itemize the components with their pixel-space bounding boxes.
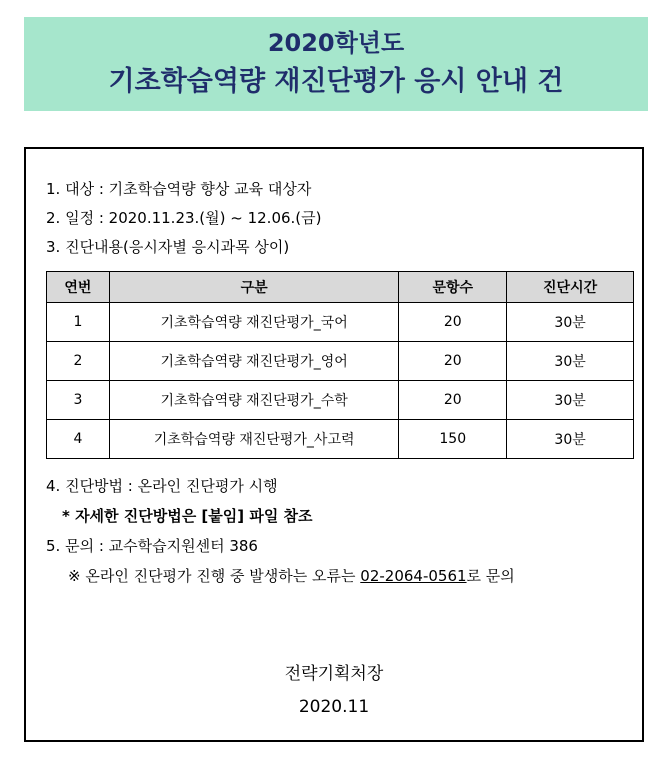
item-content: 3. 진단내용(응시자별 응시과목 상이) bbox=[46, 238, 290, 256]
cell-question-count: 20 bbox=[399, 303, 507, 342]
header-duration: 진단시간 bbox=[507, 272, 634, 303]
issue-date: 2020.11 bbox=[298, 697, 370, 717]
notice-box bbox=[24, 147, 644, 742]
diagnosis-table bbox=[46, 271, 634, 459]
issuer-department: 전략기획처장 bbox=[284, 664, 384, 684]
table-row bbox=[47, 303, 634, 342]
item-target: 1. 대상 : 기초학습역량 향상 교육 대상자 bbox=[46, 180, 312, 198]
year-heading: 2020학년도 bbox=[267, 29, 405, 57]
cell-no: 4 bbox=[47, 420, 110, 459]
document-title: 기초학습역량 재진단평가 응시 안내 건 bbox=[108, 66, 564, 97]
item-contact-note bbox=[68, 565, 515, 586]
cell-duration: 30분 bbox=[507, 420, 634, 459]
table-row bbox=[47, 420, 634, 459]
contact-phone-number: 02-2064-0561 bbox=[360, 567, 467, 585]
contact-note-prefix: ※ 온라인 진단평가 진행 중 발생하는 오류는 bbox=[68, 567, 361, 585]
cell-category: 기초학습역량 재진단평가_국어 bbox=[109, 303, 398, 342]
cell-no: 2 bbox=[47, 342, 110, 381]
header-category: 구분 bbox=[109, 272, 398, 303]
cell-no: 1 bbox=[47, 303, 110, 342]
title-banner bbox=[24, 17, 648, 111]
cell-duration: 30분 bbox=[507, 381, 634, 420]
item-method-note: * 자세한 진단방법은 [붙임] 파일 참조 bbox=[62, 507, 313, 525]
cell-category: 기초학습역량 재진단평가_영어 bbox=[109, 342, 398, 381]
item-method: 4. 진단방법 : 온라인 진단평가 시행 bbox=[46, 477, 278, 495]
cell-question-count: 150 bbox=[399, 420, 507, 459]
table-row bbox=[47, 342, 634, 381]
item-contact: 5. 문의 : 교수학습지원센터 386 bbox=[46, 537, 258, 555]
table-row bbox=[47, 381, 634, 420]
cell-question-count: 20 bbox=[399, 342, 507, 381]
cell-question-count: 20 bbox=[399, 381, 507, 420]
cell-category: 기초학습역량 재진단평가_사고력 bbox=[109, 420, 398, 459]
table-header-row bbox=[47, 272, 634, 303]
item-schedule: 2. 일정 : 2020.11.23.(월) ~ 12.06.(금) bbox=[46, 209, 322, 227]
cell-duration: 30분 bbox=[507, 342, 634, 381]
header-no: 연번 bbox=[47, 272, 110, 303]
contact-note-suffix: 로 문의 bbox=[466, 567, 515, 585]
cell-no: 3 bbox=[47, 381, 110, 420]
cell-category: 기초학습역량 재진단평가_수학 bbox=[109, 381, 398, 420]
header-question-count: 문항수 bbox=[399, 272, 507, 303]
cell-duration: 30분 bbox=[507, 303, 634, 342]
